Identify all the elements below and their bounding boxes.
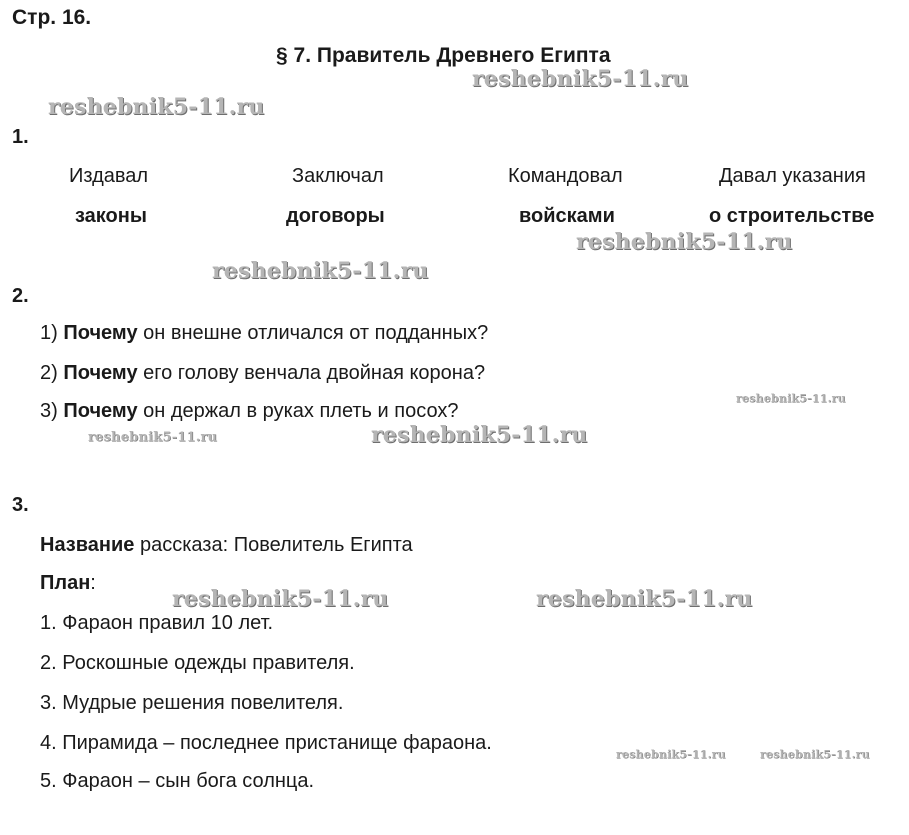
question-1-keyword: Почему <box>63 322 138 344</box>
question-2 <box>40 362 485 385</box>
plan-colon: : <box>90 572 96 594</box>
plan-item-2: 2. Роскошные одежды правителя. <box>40 652 355 674</box>
question-1-prefix: 1) <box>40 322 64 344</box>
question-1 <box>40 322 488 345</box>
watermark: reshebnik5-11.ru <box>576 229 793 255</box>
watermark: reshebnik5-11.ru <box>88 430 218 445</box>
watermark: reshebnik5-11.ru <box>760 748 870 761</box>
watermark: reshebnik5-11.ru <box>212 258 429 284</box>
task3-number: 3. <box>12 494 29 516</box>
watermark: reshebnik5-11.ru <box>616 748 726 761</box>
plan-item-5: 5. Фараон – сын бога солнца. <box>40 770 315 792</box>
watermark: reshebnik5-11.ru <box>172 586 389 612</box>
task1-verb-3: Командовал <box>508 165 623 187</box>
question-2-prefix: 2) <box>40 362 64 384</box>
question-2-keyword: Почему <box>63 362 138 384</box>
plan-label: План <box>40 572 91 594</box>
watermark: reshebnik5-11.ru <box>371 422 588 448</box>
question-1-text: он внешне отличался от подданных? <box>137 322 489 344</box>
question-3-prefix: 3) <box>40 400 64 422</box>
story-title-text: рассказа: Повелитель Египта <box>134 534 413 556</box>
task1-object-4: о строительстве <box>709 205 875 227</box>
plan-item-3: 3. Мудрые решения повелителя. <box>40 692 344 714</box>
watermark: reshebnik5-11.ru <box>472 66 689 92</box>
task1-object-3: войсками <box>519 205 615 227</box>
plan-item-4: 4. Пирамида – последнее пристанище фараона. <box>40 732 492 754</box>
task1-object-1: законы <box>75 205 147 227</box>
task1-object-2: договоры <box>286 205 385 227</box>
task1-number: 1. <box>12 126 29 148</box>
task1-verb-1: Издавал <box>69 165 149 187</box>
watermark: reshebnik5-11.ru <box>736 392 846 405</box>
plan-heading <box>40 572 96 595</box>
task2-number: 2. <box>12 285 29 307</box>
story-title <box>40 534 413 557</box>
watermark: reshebnik5-11.ru <box>48 94 265 120</box>
page-label: Стр. 16. <box>12 6 92 29</box>
question-3-keyword: Почему <box>63 400 138 422</box>
question-2-text: его голову венчала двойная корона? <box>137 362 486 384</box>
task1-verb-2: Заключал <box>292 165 384 187</box>
watermark: reshebnik5-11.ru <box>536 586 753 612</box>
question-3 <box>40 400 458 423</box>
section-heading: § 7. Правитель Древнего Египта <box>276 44 611 67</box>
plan-item-1: 1. Фараон правил 10 лет. <box>40 612 274 634</box>
task1-verb-4: Давал указания <box>719 165 866 187</box>
story-title-label: Название <box>40 534 135 556</box>
question-3-text: он держал в руках плеть и посох? <box>137 400 459 422</box>
